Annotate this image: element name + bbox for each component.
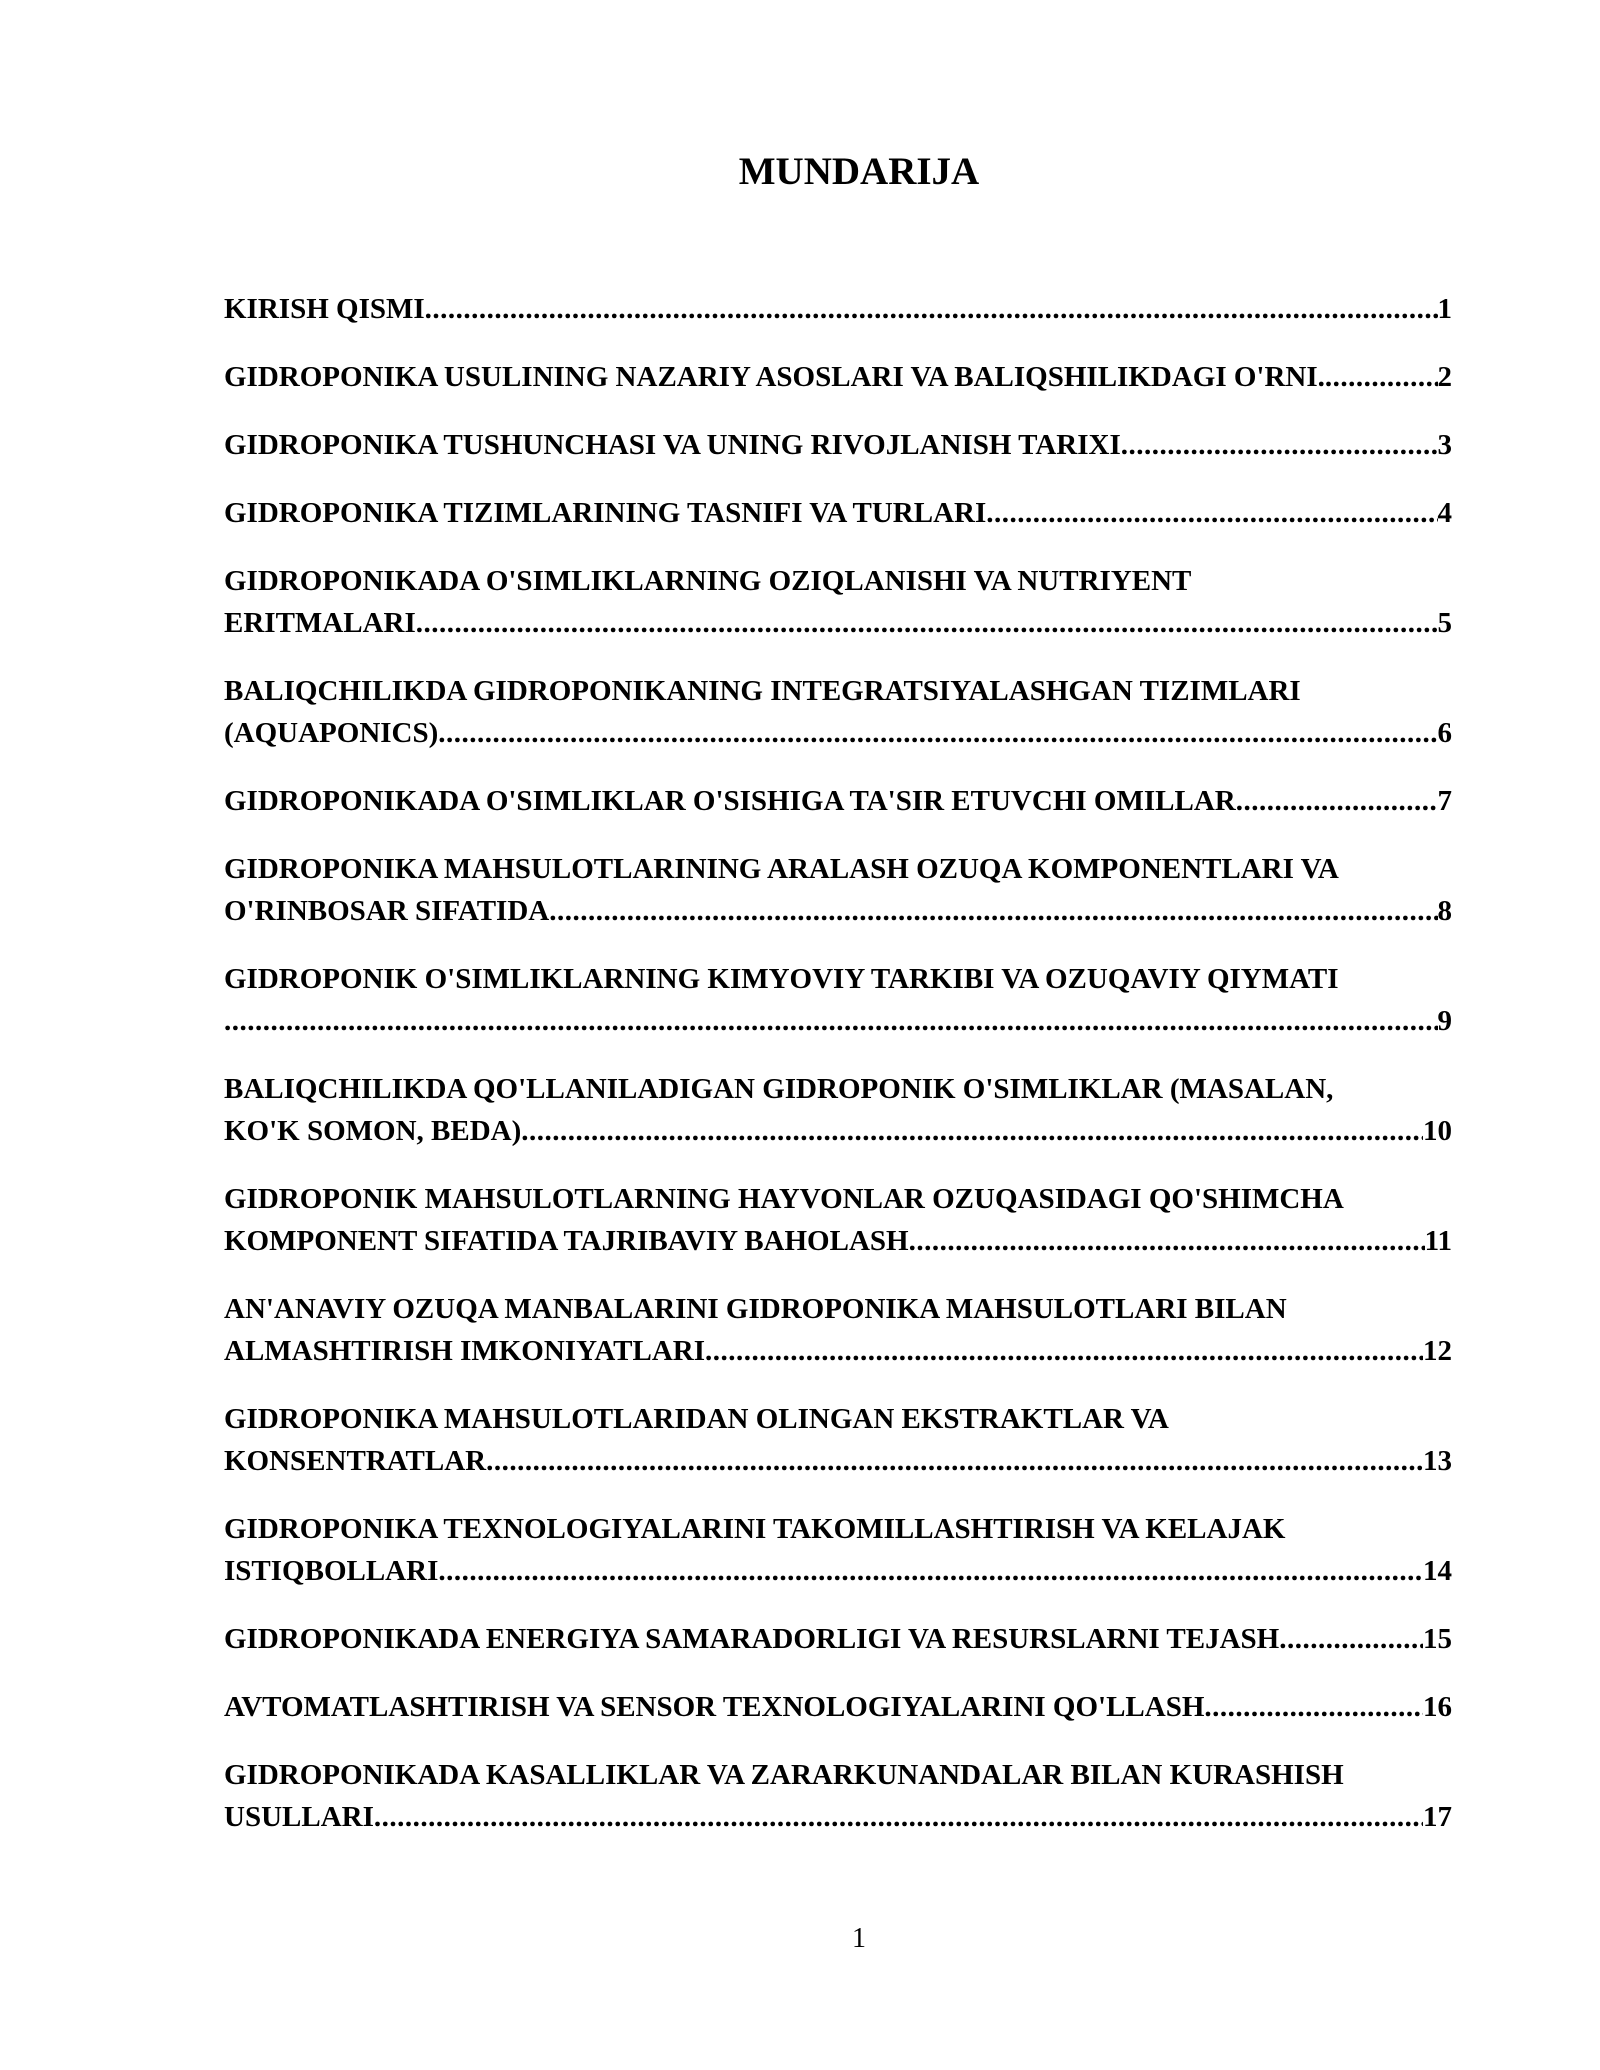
toc-entry-line — [224, 1796, 1452, 1838]
toc-entry-line — [224, 1178, 1452, 1220]
toc-entry-line — [224, 890, 1452, 932]
toc-entry[interactable] — [224, 1398, 1452, 1482]
toc-entry-page-number: 9 — [1437, 1005, 1452, 1037]
toc-entry-page-number: 13 — [1423, 1445, 1452, 1477]
dot-leader — [1121, 424, 1438, 466]
toc-entry-line — [224, 288, 1452, 330]
dot-leader — [1279, 1618, 1423, 1660]
toc-entry-title: GIDROPONIKA MAHSULOTLARINING ARALASH OZUQA KOMPONENTLARI VA — [224, 853, 1339, 885]
toc-entry-title: GIDROPONIK O'SIMLIKLARNING KIMYOVIY TARKIBI VA OZUQAVIY QIYMATI — [224, 963, 1339, 995]
toc-entry-page-number: 1 — [1437, 293, 1452, 325]
dot-leader — [1204, 1686, 1423, 1728]
toc-entry-line — [224, 492, 1452, 534]
toc-entry-title: ERITMALARI — [224, 607, 416, 639]
toc-entry-title: BALIQCHILIKDA QO'LLANILADIGAN GIDROPONIK O'SIMLIKLAR (MASALAN, — [224, 1073, 1334, 1105]
dot-leader — [438, 712, 1437, 754]
toc-entry[interactable] — [224, 780, 1452, 822]
dot-leader — [521, 1110, 1423, 1152]
toc-entry[interactable] — [224, 1686, 1452, 1728]
toc-entry-page-number: 15 — [1423, 1623, 1452, 1655]
dot-leader — [438, 1550, 1423, 1592]
toc-entry[interactable] — [224, 1068, 1452, 1152]
toc-entry-title: O'RINBOSAR SIFATIDA — [224, 895, 550, 927]
toc-entry[interactable] — [224, 1508, 1452, 1592]
toc-entry-page-number: 6 — [1437, 717, 1452, 749]
toc-entry-line — [224, 1288, 1452, 1330]
toc-entry-line — [224, 1440, 1452, 1482]
toc-entry-title: ALMASHTIRISH IMKONIYATLARI — [224, 1335, 706, 1367]
toc-entry-line — [224, 1754, 1452, 1796]
toc-entry-line — [224, 1508, 1452, 1550]
dot-leader — [909, 1220, 1425, 1262]
toc-entry-title: KO'K SOMON, BEDA) — [224, 1115, 522, 1147]
toc-entry-title: KONSENTRATLAR — [224, 1445, 487, 1477]
toc-entry-page-number: 16 — [1423, 1691, 1452, 1723]
toc-entry-title: GIDROPONIKADA O'SIMLIKLAR O'SISHIGA TA'SIR ETUVCHI OMILLAR — [224, 785, 1236, 817]
toc-entry[interactable] — [224, 1288, 1452, 1372]
toc-entry[interactable] — [224, 424, 1452, 466]
toc-entry-line — [224, 560, 1452, 602]
toc-entry-title: BALIQCHILIKDA GIDROPONIKANING INTEGRATSIYALASHGAN TIZIMLARI — [224, 675, 1301, 707]
toc-entry-line — [224, 1068, 1452, 1110]
dot-leader — [486, 1440, 1423, 1482]
toc-entry-line — [224, 1330, 1452, 1372]
toc-entry-page-number: 5 — [1437, 607, 1452, 639]
toc-entry-title: GIDROPONIKADA KASALLIKLAR VA ZARARKUNANDALAR BILAN KURASHISH — [224, 1759, 1344, 1791]
toc-entry[interactable] — [224, 670, 1452, 754]
toc-entry-title: KIRISH QISMI — [224, 293, 425, 325]
footer — [0, 1922, 1600, 1956]
dot-leader — [1236, 780, 1438, 822]
toc-entry-line — [224, 1618, 1452, 1660]
toc-entry-line — [224, 1110, 1452, 1152]
toc-entry-title: ISTIQBOLLARI — [224, 1555, 439, 1587]
dot-leader — [705, 1330, 1423, 1372]
toc-entry-line — [224, 712, 1452, 754]
page-number: 1 — [852, 1923, 866, 1954]
toc-entry-title: GIDROPONIKA TUSHUNCHASI VA UNING RIVOJLANISH TARIXI — [224, 429, 1121, 461]
toc-entry[interactable] — [224, 958, 1452, 1042]
toc-entry[interactable] — [224, 1178, 1452, 1262]
toc-entry-title: GIDROPONIKA TIZIMLARINING TASNIFI VA TURLARI — [224, 497, 987, 529]
toc-entry-line — [224, 1686, 1452, 1728]
toc-entry-line — [224, 602, 1452, 644]
toc-entry-title: KOMPONENT SIFATIDA TAJRIBAVIY BAHOLASH — [224, 1225, 909, 1257]
toc-entry-title: GIDROPONIKADA O'SIMLIKLARNING OZIQLANISHI VA NUTRIYENT — [224, 565, 1192, 597]
toc-entry[interactable] — [224, 1754, 1452, 1838]
title-container — [0, 148, 1600, 196]
toc-entry-title: AVTOMATLASHTIRISH VA SENSOR TEXNOLOGIYALARINI QO'LLASH — [224, 1691, 1205, 1723]
toc-entry-line — [224, 424, 1452, 466]
dot-leader — [374, 1796, 1423, 1838]
toc-entry-line — [224, 780, 1452, 822]
toc-entry[interactable] — [224, 560, 1452, 644]
dot-leader — [224, 1000, 1438, 1042]
toc-entry-line — [224, 958, 1452, 1000]
dot-leader — [425, 288, 1438, 330]
toc-entry[interactable] — [224, 288, 1452, 330]
toc-entry-page-number: 10 — [1423, 1115, 1452, 1147]
table-of-contents — [224, 288, 1452, 1864]
dot-leader — [416, 602, 1438, 644]
toc-entry-page-number: 12 — [1423, 1335, 1452, 1367]
toc-entry-page-number: 14 — [1423, 1555, 1452, 1587]
dot-leader — [986, 492, 1437, 534]
toc-entry-line — [224, 1398, 1452, 1440]
toc-entry-title: GIDROPONIKA USULINING NAZARIY ASOSLARI VA BALIQSHILIKDAGI O'RNI. — [224, 361, 1325, 393]
toc-entry-page-number: 8 — [1437, 895, 1452, 927]
toc-entry-page-number: 17 — [1423, 1801, 1452, 1833]
toc-entry-title: USULLARI — [224, 1801, 374, 1833]
toc-entry-line — [224, 1000, 1452, 1042]
toc-entry-line — [224, 1220, 1452, 1262]
toc-entry[interactable] — [224, 492, 1452, 534]
toc-entry-title: (AQUAPONICS) — [224, 717, 439, 749]
toc-entry-page-number: 4 — [1437, 497, 1452, 529]
dot-leader — [549, 890, 1437, 932]
toc-entry-page-number: 3 — [1437, 429, 1452, 461]
toc-entry[interactable] — [224, 848, 1452, 932]
toc-entry-page-number: 2 — [1437, 361, 1452, 393]
page-title: MUNDARIJA — [738, 150, 980, 193]
toc-entry-line — [224, 1550, 1452, 1592]
toc-entry[interactable] — [224, 356, 1452, 398]
toc-entry-title: GIDROPONIK MAHSULOTLARNING HAYVONLAR OZUQASIDAGI QO'SHIMCHA — [224, 1183, 1344, 1215]
toc-entry-page-number: 11 — [1424, 1225, 1452, 1257]
toc-entry[interactable] — [224, 1618, 1452, 1660]
toc-entry-title: GIDROPONIKA MAHSULOTLARIDAN OLINGAN EKSTRAKTLAR VA — [224, 1403, 1169, 1435]
toc-entry-title: GIDROPONIKA TEXNOLOGIYALARINI TAKOMILLASHTIRISH VA KELAJAK — [224, 1513, 1286, 1545]
toc-entry-title: AN'ANAVIY OZUQA MANBALARINI GIDROPONIKA MAHSULOTLARI BILAN — [224, 1293, 1287, 1325]
toc-entry-line — [224, 848, 1452, 890]
toc-entry-title: GIDROPONIKADA ENERGIYA SAMARADORLIGI VA RESURSLARNI TEJASH — [224, 1623, 1280, 1655]
dot-leader — [1325, 356, 1438, 398]
toc-entry-line — [224, 356, 1452, 398]
toc-entry-line — [224, 670, 1452, 712]
toc-entry-page-number: 7 — [1437, 785, 1452, 817]
